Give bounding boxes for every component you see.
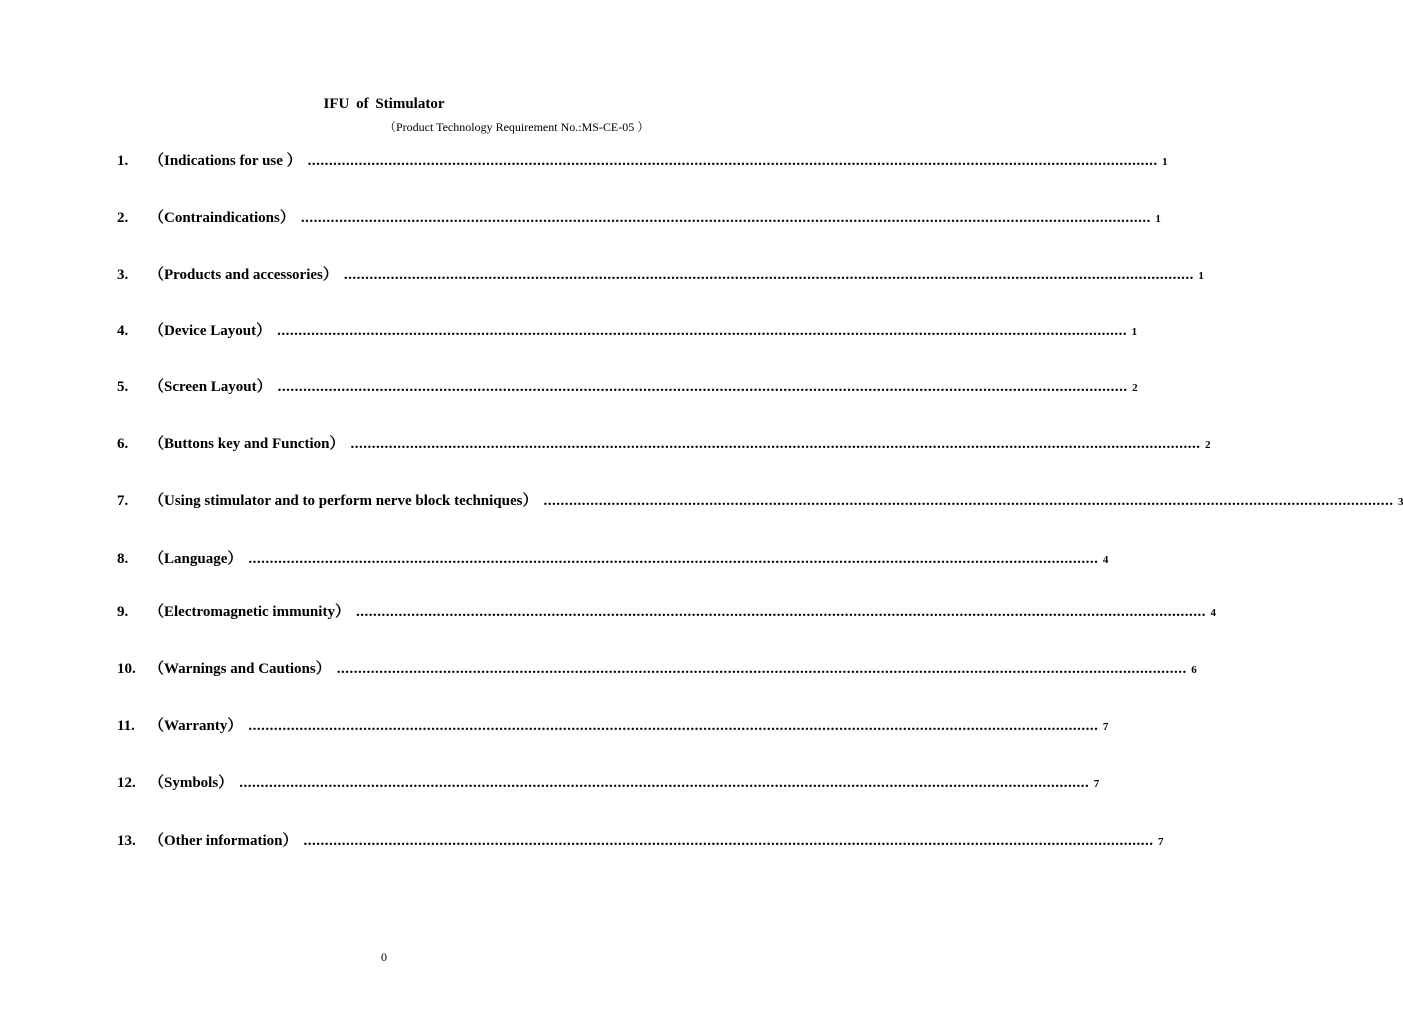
toc-entry-label: （Warranty） — [149, 718, 243, 734]
toc-entry-label: （Electromagnetic immunity） — [149, 604, 350, 620]
toc-entry-label: （Warnings and Cautions） — [149, 661, 331, 677]
toc-leader-dots: ........................................................................................................................................................................................................ — [277, 379, 1128, 395]
toc-leader-dots: ........................................................................................................................................................................................................ — [307, 153, 1158, 169]
toc-entry-page: 1 — [1198, 270, 1204, 282]
toc-entry-page: 1 — [1131, 326, 1138, 338]
toc-entry-number: 10. — [117, 661, 136, 677]
toc-entry-page: 4 — [1210, 607, 1216, 619]
toc-entry-page: 2 — [1204, 439, 1211, 451]
toc-entry-label: （Indications for use ） — [149, 153, 302, 169]
toc-entry-page: 6 — [1191, 664, 1197, 676]
toc-entry-number: 13. — [117, 833, 136, 849]
toc-entry-label: （Buttons key and Function） — [149, 436, 345, 452]
toc-entry-number: 1. — [117, 153, 129, 169]
toc-entry-number: 12. — [117, 775, 136, 791]
toc-entry-label: （Products and accessories） — [149, 267, 338, 283]
toc-entry-label: （Contraindications） — [149, 210, 295, 226]
toc-entry-electromagnetic-immunity[interactable] — [117, 600, 1216, 620]
toc-entry-page: 3 — [1397, 496, 1403, 508]
toc-entry-number: 8. — [117, 551, 129, 567]
toc-entry-number: 11. — [117, 718, 135, 734]
toc-entry-page: 1 — [1162, 156, 1168, 168]
toc-leader-dots: ........................................................................................................................................................................................................ — [543, 493, 1394, 509]
toc-leader-dots: ........................................................................................................................................................................................................ — [248, 718, 1099, 734]
toc-entry-page: 7 — [1157, 836, 1164, 848]
toc-entry-number: 9. — [117, 604, 129, 620]
toc-leader-dots: ........................................................................................................................................................................................................ — [248, 551, 1099, 567]
toc-entry-number: 7. — [117, 493, 129, 509]
toc-entry-page: 7 — [1093, 778, 1100, 790]
toc-entry-device-layout[interactable] — [117, 319, 1138, 339]
toc-entry-page: 7 — [1102, 721, 1109, 733]
toc-entry-contraindications[interactable] — [117, 206, 1161, 226]
toc-entry-using-stimulator[interactable] — [117, 489, 1403, 509]
toc-entry-label: （Screen Layout） — [149, 379, 272, 395]
toc-entry-screen-layout[interactable] — [117, 375, 1138, 395]
toc-entry-warranty[interactable] — [117, 714, 1109, 734]
toc-entry-label: （Other information） — [149, 833, 298, 849]
toc-entry-language[interactable] — [117, 547, 1109, 567]
toc-leader-dots: ........................................................................................................................................................................................................ — [300, 210, 1151, 226]
toc-leader-dots: ........................................................................................................................................................................................................ — [350, 436, 1201, 452]
toc-leader-dots: ........................................................................................................................................................................................................ — [343, 267, 1194, 283]
toc-entry-label: （Using stimulator and to perform nerve block techniques） — [149, 493, 538, 509]
toc-entry-number: 3. — [117, 267, 129, 283]
toc-leader-dots: ........................................................................................................................................................................................................ — [355, 604, 1206, 620]
toc-entry-warnings-cautions[interactable] — [117, 657, 1197, 677]
toc-entry-buttons-key-function[interactable] — [117, 432, 1211, 452]
toc-entry-page: 2 — [1132, 382, 1138, 394]
toc-leader-dots: ........................................................................................................................................................................................................ — [303, 833, 1154, 849]
page-number: 0 — [381, 950, 387, 964]
toc-entry-label: （Symbols） — [149, 775, 234, 791]
toc-entry-symbols[interactable] — [117, 771, 1100, 791]
toc-entry-page: 1 — [1155, 213, 1161, 225]
toc-leader-dots: ........................................................................................................................................................................................................ — [277, 323, 1128, 339]
document-subtitle: （Product Technology Requirement No.:MS-CE-05 ） — [384, 120, 650, 134]
toc-entry-other-information[interactable] — [117, 829, 1164, 849]
toc-entry-indications[interactable] — [117, 149, 1168, 169]
toc-entry-label: （Language） — [149, 551, 243, 567]
toc-entry-number: 4. — [117, 323, 129, 339]
toc-entry-number: 6. — [117, 436, 129, 452]
toc-entry-number: 5. — [117, 379, 129, 395]
toc-leader-dots: ........................................................................................................................................................................................................ — [336, 661, 1187, 677]
toc-entry-products-accessories[interactable] — [117, 263, 1204, 283]
toc-leader-dots: ........................................................................................................................................................................................................ — [239, 775, 1090, 791]
toc-entry-label: （Device Layout） — [149, 323, 272, 339]
document-title: IFU of Stimulator — [323, 96, 445, 112]
toc-entry-page: 4 — [1102, 554, 1109, 566]
toc-entry-number: 2. — [117, 210, 129, 226]
